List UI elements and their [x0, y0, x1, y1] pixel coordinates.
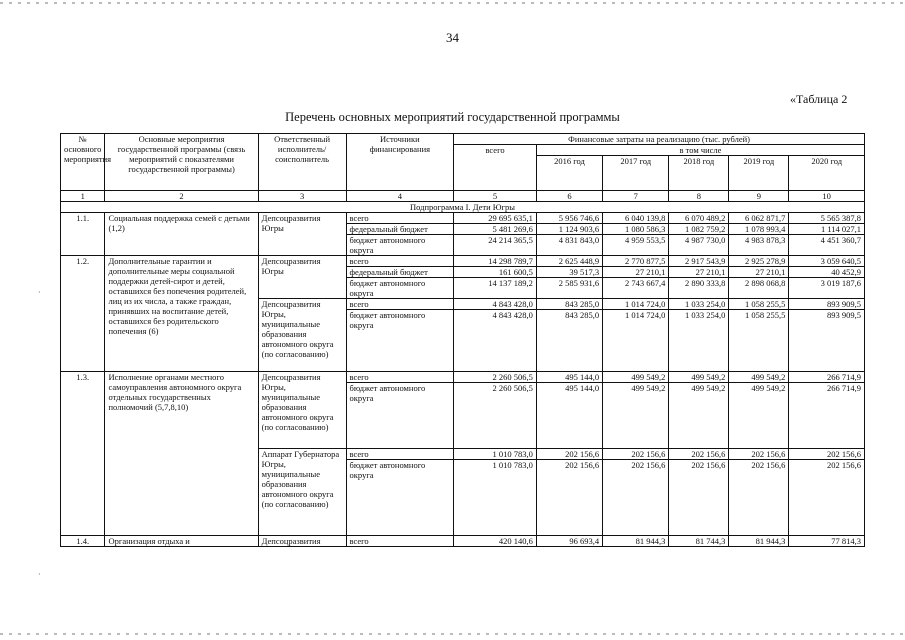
- header-including: в том числе: [536, 145, 864, 156]
- value-cell: 1 080 586,3: [603, 224, 669, 235]
- scan-mark: ·: [38, 288, 41, 297]
- activity-number: 1.2.: [61, 256, 105, 372]
- value-cell: 1 124 903,6: [536, 224, 602, 235]
- column-number: 4: [346, 191, 454, 202]
- subprogram-row: [61, 202, 865, 213]
- value-cell: 202 156,6: [729, 449, 789, 460]
- column-number-row: [61, 191, 865, 202]
- value-cell: 893 909,5: [789, 310, 865, 372]
- value-cell: 6 070 489,2: [669, 213, 729, 224]
- value-cell: 14 137 189,2: [454, 278, 537, 299]
- funding-source: бюджет автономного округа: [346, 383, 454, 449]
- header-row: [61, 134, 865, 145]
- value-cell: 420 140,6: [454, 536, 537, 547]
- value-cell: 1 033 254,0: [669, 310, 729, 372]
- header-year: 2019 год: [729, 156, 789, 191]
- value-cell: 4 843 428,0: [454, 310, 537, 372]
- header-total: всего: [454, 145, 537, 191]
- header-financing: Финансовые затраты на реализацию (тыс. рублей): [454, 134, 865, 145]
- value-cell: 39 517,3: [536, 267, 602, 278]
- value-cell: 40 452,9: [789, 267, 865, 278]
- value-cell: 3 019 187,6: [789, 278, 865, 299]
- value-cell: 27 210,1: [669, 267, 729, 278]
- value-cell: 202 156,6: [669, 449, 729, 460]
- header-year: 2018 год: [669, 156, 729, 191]
- value-cell: 2 585 931,6: [536, 278, 602, 299]
- value-cell: 27 210,1: [729, 267, 789, 278]
- column-number: 5: [454, 191, 537, 202]
- value-cell: 499 549,2: [729, 383, 789, 449]
- value-cell: 202 156,6: [789, 460, 865, 536]
- value-cell: 202 156,6: [603, 449, 669, 460]
- value-cell: 499 549,2: [729, 372, 789, 383]
- value-cell: 6 062 871,7: [729, 213, 789, 224]
- value-cell: 1 010 783,0: [454, 449, 537, 460]
- activity-name: Дополнительные гарантии и дополнительные меры социальной поддержки детей-сирот и детей, оставшихся без попечения родителей, лиц из их числа, а также граждан, принявших на воспитание детей, оставшихся без родительского попечения (6): [105, 256, 258, 372]
- value-cell: 495 144,0: [536, 383, 602, 449]
- column-number: 7: [603, 191, 669, 202]
- value-cell: 843 285,0: [536, 310, 602, 372]
- value-cell: 1 114 027,1: [789, 224, 865, 235]
- value-cell: 499 549,2: [669, 372, 729, 383]
- column-number: 8: [669, 191, 729, 202]
- header-num: № основного мероприятия: [61, 134, 105, 191]
- value-cell: 1 033 254,0: [669, 299, 729, 310]
- header-activity: Основные мероприятия государственной программы (связь мероприятий с показателями государственной программы): [105, 134, 258, 191]
- value-cell: 202 156,6: [603, 460, 669, 536]
- value-cell: 1 014 724,0: [603, 299, 669, 310]
- table-row: [61, 536, 865, 547]
- value-cell: 2 625 448,9: [536, 256, 602, 267]
- funding-source: бюджет автономного округа: [346, 460, 454, 536]
- document-title: Перечень основных мероприятий государственной программы: [285, 110, 620, 124]
- value-cell: 4 987 730,0: [669, 235, 729, 256]
- value-cell: 843 285,0: [536, 299, 602, 310]
- value-cell: 4 983 878,3: [729, 235, 789, 256]
- funding-source: всего: [346, 213, 454, 224]
- table-row: [61, 213, 865, 224]
- value-cell: 1 078 993,4: [729, 224, 789, 235]
- value-cell: 1 058 255,5: [729, 299, 789, 310]
- value-cell: 499 549,2: [603, 372, 669, 383]
- value-cell: 2 260 506,5: [454, 383, 537, 449]
- value-cell: 2 898 068,8: [729, 278, 789, 299]
- funding-source: всего: [346, 256, 454, 267]
- column-number: 10: [789, 191, 865, 202]
- page-number: 34: [446, 30, 459, 45]
- value-cell: 202 156,6: [669, 460, 729, 536]
- value-cell: 2 890 333,8: [669, 278, 729, 299]
- value-cell: 499 549,2: [603, 383, 669, 449]
- funding-source: всего: [346, 536, 454, 547]
- funding-source: бюджет автономного округа: [346, 278, 454, 299]
- funding-source: всего: [346, 449, 454, 460]
- activity-number: 1.3.: [61, 372, 105, 536]
- activity-number: 1.4.: [61, 536, 105, 547]
- scan-artifact-bottom: [0, 633, 905, 635]
- header-year: 2016 год: [536, 156, 602, 191]
- value-cell: 2 743 667,4: [603, 278, 669, 299]
- header-year: 2017 год: [603, 156, 669, 191]
- value-cell: 202 156,6: [729, 460, 789, 536]
- table-row: [61, 256, 865, 267]
- value-cell: 161 600,5: [454, 267, 537, 278]
- value-cell: 266 714,9: [789, 383, 865, 449]
- value-cell: 27 210,1: [603, 267, 669, 278]
- header-source: Источники финансирования: [346, 134, 454, 191]
- value-cell: 893 909,5: [789, 299, 865, 310]
- column-number: 2: [105, 191, 258, 202]
- value-cell: 3 059 640,5: [789, 256, 865, 267]
- column-number: 9: [729, 191, 789, 202]
- value-cell: 2 917 543,9: [669, 256, 729, 267]
- executor: Депсоцразвития Югры: [258, 256, 346, 299]
- value-cell: 5 481 269,6: [454, 224, 537, 235]
- scan-artifact-top: [0, 2, 905, 4]
- value-cell: 81 744,3: [669, 536, 729, 547]
- value-cell: 266 714,9: [789, 372, 865, 383]
- value-cell: 77 814,3: [789, 536, 865, 547]
- value-cell: 1 082 759,2: [669, 224, 729, 235]
- value-cell: 96 693,4: [536, 536, 602, 547]
- column-number: 1: [61, 191, 105, 202]
- activity-number: 1.1.: [61, 213, 105, 256]
- value-cell: 4 451 360,7: [789, 235, 865, 256]
- value-cell: 2 260 506,5: [454, 372, 537, 383]
- funding-source: всего: [346, 299, 454, 310]
- funding-source: федеральный бюджет: [346, 267, 454, 278]
- executor: Депсоцразвития Югры, муниципальные образования автономного округа (по согласованию): [258, 299, 346, 372]
- funding-source: федеральный бюджет: [346, 224, 454, 235]
- value-cell: 1 058 255,5: [729, 310, 789, 372]
- executor: Депсоцразвития: [258, 536, 346, 547]
- funding-source: всего: [346, 372, 454, 383]
- header-year: 2020 год: [789, 156, 865, 191]
- value-cell: 81 944,3: [603, 536, 669, 547]
- table-row: [61, 372, 865, 383]
- value-cell: 499 549,2: [669, 383, 729, 449]
- activities-table: [60, 133, 865, 547]
- value-cell: 4 831 843,0: [536, 235, 602, 256]
- funding-source: бюджет автономного округа: [346, 310, 454, 372]
- value-cell: 5 565 387,8: [789, 213, 865, 224]
- value-cell: 14 298 789,7: [454, 256, 537, 267]
- value-cell: 1 010 783,0: [454, 460, 537, 536]
- value-cell: 29 695 635,1: [454, 213, 537, 224]
- executor: Депсоцразвития Югры: [258, 213, 346, 256]
- activity-name: Исполнение органами местного самоуправления автономного округа отдельных государственных полномочий (5,7,8,10): [105, 372, 258, 536]
- executor: Депсоцразвития Югры, муниципальные образования автономного округа (по согласованию): [258, 372, 346, 449]
- value-cell: 6 040 139,8: [603, 213, 669, 224]
- value-cell: 2 770 877,5: [603, 256, 669, 267]
- funding-source: бюджет автономного округа: [346, 235, 454, 256]
- column-number: 3: [258, 191, 346, 202]
- executor: Аппарат Губернатора Югры, муниципальные образования автономного округа (по согласованию): [258, 449, 346, 536]
- value-cell: 2 925 278,9: [729, 256, 789, 267]
- header-executor: Ответственный исполнитель/ соисполнитель: [258, 134, 346, 191]
- value-cell: 5 956 746,6: [536, 213, 602, 224]
- column-number: 6: [536, 191, 602, 202]
- value-cell: 4 959 553,5: [603, 235, 669, 256]
- value-cell: 1 014 724,0: [603, 310, 669, 372]
- value-cell: 202 156,6: [536, 449, 602, 460]
- table-label: «Таблица 2: [790, 92, 848, 106]
- value-cell: 202 156,6: [789, 449, 865, 460]
- value-cell: 495 144,0: [536, 372, 602, 383]
- value-cell: 202 156,6: [536, 460, 602, 536]
- value-cell: 4 843 428,0: [454, 299, 537, 310]
- value-cell: 24 214 365,5: [454, 235, 537, 256]
- activity-name: Организация отдыха и: [105, 536, 258, 547]
- activity-name: Социальная поддержка семей с детьми (1,2): [105, 213, 258, 256]
- scan-mark: ·: [38, 570, 41, 579]
- value-cell: 81 944,3: [729, 536, 789, 547]
- subprogram-title: Подпрограмма I. Дети Югры: [61, 202, 865, 213]
